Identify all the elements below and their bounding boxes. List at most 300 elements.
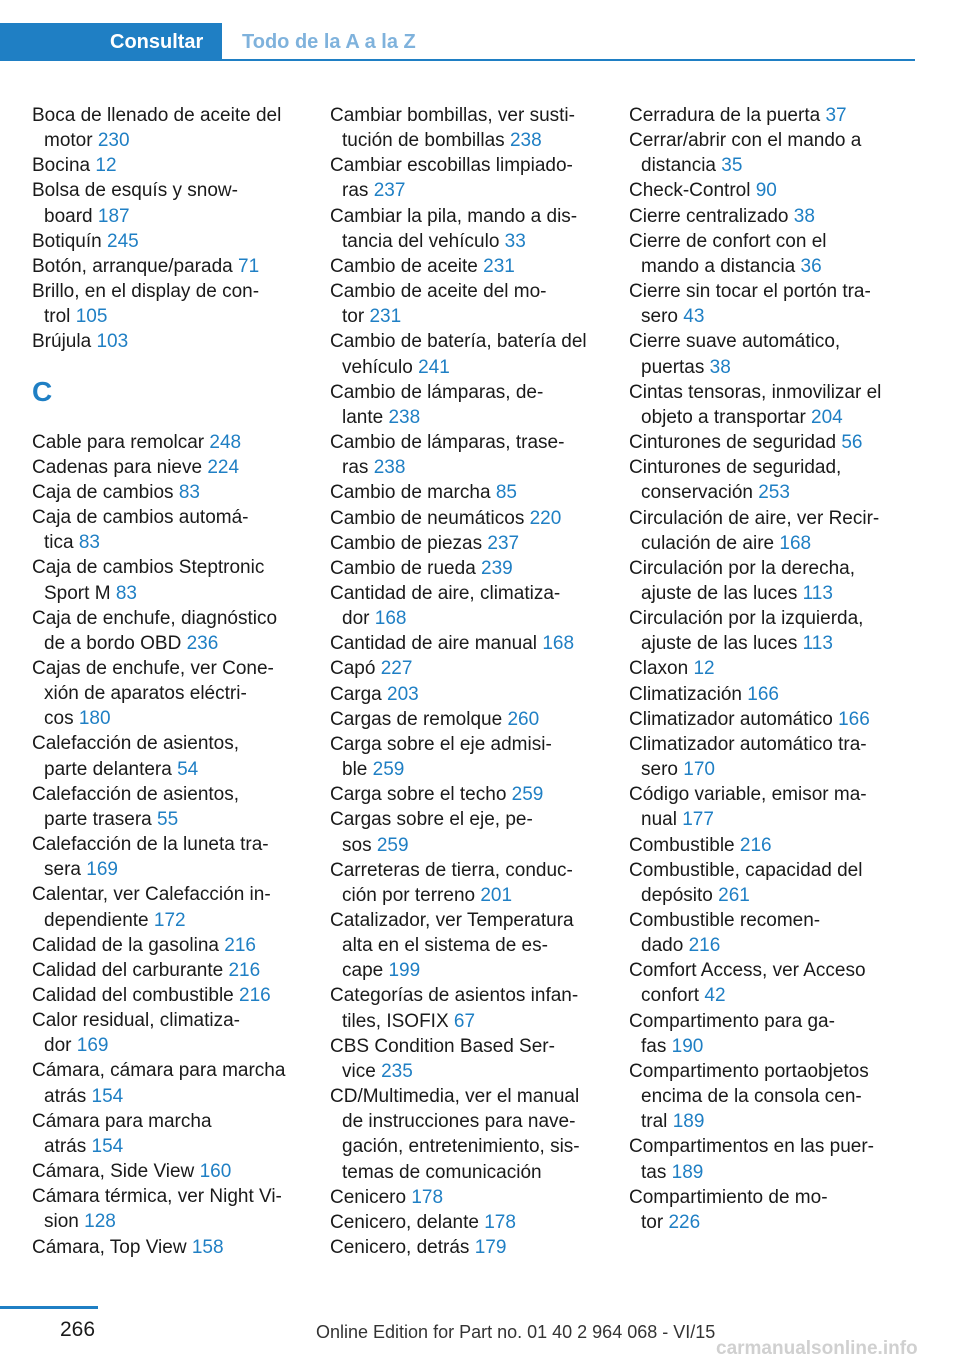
entry-text: Brillo, en el display de con- xyxy=(32,281,260,303)
entry-text: Comfort Access, ver Acceso xyxy=(629,960,866,982)
entry-text: tas xyxy=(641,1161,667,1183)
tab-a-to-z[interactable]: Todo de la A a la Z xyxy=(222,23,915,61)
entry-text: sera xyxy=(44,859,81,881)
entry-text: tancia del vehículo xyxy=(342,230,500,252)
entry-text: Combustible, capacidad del xyxy=(629,859,863,881)
page-link[interactable]: 85 xyxy=(495,482,517,504)
entry-text: parte trasera xyxy=(44,808,152,830)
entry-text: Cámara térmica, ver Night Vi- xyxy=(32,1186,282,1208)
index-entry xyxy=(32,430,302,455)
entry-text: Check-Control xyxy=(629,180,751,202)
page-link[interactable]: 259 xyxy=(372,759,405,781)
entry-text: Bocina xyxy=(32,155,91,177)
entry-text: Compartimiento de mo- xyxy=(629,1186,828,1208)
index-entry xyxy=(330,279,600,329)
entry-text: Botón, arranque/parada xyxy=(32,255,233,277)
entry-text: Código variable, emisor ma- xyxy=(629,784,867,806)
page-link[interactable]: 67 xyxy=(453,1010,476,1032)
entry-text: Cargas sobre el eje, pe- xyxy=(330,809,533,831)
entry-text: Cerradura de la puerta xyxy=(629,105,821,126)
index-entry xyxy=(629,606,899,656)
page-link[interactable]: 158 xyxy=(191,1236,224,1258)
entry-text: Climatización xyxy=(629,683,742,705)
entry-text: Cinturones de seguridad, xyxy=(629,457,842,479)
page-link[interactable]: 54 xyxy=(177,758,199,780)
page-link[interactable]: 220 xyxy=(529,507,562,529)
page-link[interactable]: 128 xyxy=(84,1211,116,1233)
index-entry xyxy=(629,908,899,958)
entry-text: culación de aire xyxy=(641,532,775,554)
entry-text: Caja de cambios xyxy=(32,481,174,503)
entry-text: Cámara para marcha xyxy=(32,1110,212,1132)
entry-text: Circulación por la izquierda, xyxy=(629,608,864,630)
page-link[interactable]: 203 xyxy=(387,683,419,705)
index-entry xyxy=(32,1184,302,1234)
entry-text: Climatizador automático xyxy=(629,708,833,730)
entry-text: ajuste de las luces xyxy=(641,633,798,655)
entry-text: Boca de llenado de aceite del xyxy=(32,105,282,126)
index-entry xyxy=(330,1210,600,1235)
page-link[interactable]: 238 xyxy=(373,457,406,479)
page-link[interactable]: 237 xyxy=(487,532,520,554)
entry-text: Cierre suave automático, xyxy=(629,331,841,353)
page-link[interactable]: 253 xyxy=(758,482,790,504)
page-link[interactable]: 259 xyxy=(376,834,409,856)
entry-text: mando a distancia xyxy=(641,255,796,277)
index-entry xyxy=(32,178,302,228)
entry-text: distancia xyxy=(641,155,716,177)
entry-text: sero xyxy=(641,759,678,781)
page-link[interactable]: 154 xyxy=(91,1135,124,1157)
entry-text: Cambio de lámparas, trase- xyxy=(330,432,565,454)
index-entry xyxy=(32,983,302,1008)
index-entry xyxy=(629,1134,899,1184)
page-link[interactable]: 37 xyxy=(825,105,847,126)
entry-text: Cenicero, delante xyxy=(330,1211,479,1233)
entry-text: Bolsa de esquís y snow- xyxy=(32,180,238,202)
page-link[interactable]: 236 xyxy=(186,632,219,654)
page-number: 266 xyxy=(60,1318,96,1341)
entry-text: Carreteras de tierra, conduc- xyxy=(330,859,573,881)
index-entry xyxy=(629,455,899,505)
index-entry xyxy=(330,430,600,480)
entry-text: board xyxy=(44,205,93,227)
entry-text: Compartimento para ga- xyxy=(629,1010,835,1032)
index-entry xyxy=(629,329,899,379)
index-entry xyxy=(32,103,302,153)
index-entry xyxy=(32,555,302,605)
entry-text: ción por terreno xyxy=(342,884,476,906)
entry-text: vehículo xyxy=(342,356,413,378)
page-link[interactable]: 71 xyxy=(238,255,260,277)
index-entry xyxy=(629,958,899,1008)
entry-text: Botiquín xyxy=(32,230,102,252)
page-link[interactable]: 216 xyxy=(239,985,271,1006)
page-link[interactable]: 38 xyxy=(709,356,731,378)
entry-text: Compartimentos en las puer- xyxy=(629,1136,874,1158)
page-link[interactable]: 168 xyxy=(542,633,575,655)
index-entry xyxy=(32,279,302,329)
index-entry xyxy=(629,128,899,178)
index-entry xyxy=(330,506,600,531)
entry-text: motor xyxy=(44,130,93,152)
index-entry xyxy=(32,782,302,832)
index-entry xyxy=(330,531,600,556)
page-link[interactable]: 55 xyxy=(157,808,179,830)
entry-text: de a bordo OBD xyxy=(44,632,182,654)
entry-text: cos xyxy=(44,708,74,730)
edition-note: Online Edition for Part no. 01 40 2 964 068 - VI/15 xyxy=(316,1322,716,1342)
entry-text: lante xyxy=(342,406,384,428)
index-entry xyxy=(330,707,600,732)
page-link[interactable]: 83 xyxy=(115,582,137,604)
index-entry xyxy=(330,1084,600,1185)
page-link[interactable]: 199 xyxy=(388,960,421,982)
page-link[interactable]: 190 xyxy=(671,1035,704,1057)
page-link[interactable]: 231 xyxy=(369,306,402,328)
index-entry xyxy=(330,581,600,631)
entry-text: Calidad de la gasolina xyxy=(32,934,219,956)
index-entry xyxy=(32,656,302,731)
entry-text: objeto a transportar xyxy=(641,406,806,428)
entry-text: Cambio de piezas xyxy=(330,532,483,554)
page-link[interactable]: 231 xyxy=(483,255,515,277)
index-entry xyxy=(32,254,302,279)
index-entry xyxy=(629,204,899,229)
page-link[interactable]: 166 xyxy=(838,708,870,730)
entry-text: Calidad del carburante xyxy=(32,959,224,981)
index-entry xyxy=(330,983,600,1033)
footer-rule xyxy=(0,1306,98,1309)
page-link[interactable]: 204 xyxy=(811,406,843,428)
index-entry xyxy=(629,656,899,681)
index-entry xyxy=(629,380,899,430)
index-entry xyxy=(32,329,302,354)
entry-text: Calefacción de asientos, xyxy=(32,733,240,755)
page-link[interactable]: 160 xyxy=(199,1161,232,1183)
page-link[interactable]: 238 xyxy=(509,130,542,152)
page-link[interactable]: 168 xyxy=(779,532,812,554)
entry-text: confort xyxy=(641,985,700,1007)
entry-text: tor xyxy=(342,306,365,328)
entry-text: fas xyxy=(641,1035,667,1057)
entry-text: Cámara, cámara para marcha xyxy=(32,1060,286,1082)
page-link[interactable]: 103 xyxy=(96,331,129,353)
page-link[interactable]: 226 xyxy=(668,1211,701,1233)
index-entry xyxy=(330,103,600,153)
page-link[interactable]: 224 xyxy=(207,456,240,478)
page-link[interactable]: 238 xyxy=(388,406,421,428)
page-link[interactable]: 56 xyxy=(841,432,863,454)
index-entry xyxy=(629,229,899,279)
entry-text: Cadenas para nieve xyxy=(32,456,203,478)
page-link[interactable]: 33 xyxy=(504,230,526,252)
page-link[interactable]: 169 xyxy=(76,1035,109,1057)
index-entry xyxy=(330,204,600,254)
entry-text: Calidad del combustible xyxy=(32,985,234,1006)
page-link[interactable]: 235 xyxy=(381,1060,413,1082)
tab-consultar[interactable]: Consultar xyxy=(0,23,222,61)
index-entry xyxy=(32,832,302,882)
entry-text: Categorías de asientos infan- xyxy=(330,985,579,1007)
page-link[interactable]: 245 xyxy=(107,230,139,252)
entry-text: Caja de cambios automá- xyxy=(32,507,249,529)
page-link[interactable]: 154 xyxy=(91,1085,124,1107)
entry-text: parte delantera xyxy=(44,758,172,780)
entry-text: cape xyxy=(342,960,384,982)
page-link[interactable]: 90 xyxy=(755,180,777,202)
index-entry xyxy=(330,380,600,430)
entry-text: Sport M xyxy=(44,582,111,604)
index-entry xyxy=(32,933,302,958)
entry-text: Climatizador automático tra- xyxy=(629,733,867,755)
index-column-3 xyxy=(629,103,899,1235)
entry-text: Claxon xyxy=(629,658,689,680)
index-entry xyxy=(629,178,899,203)
index-entry xyxy=(330,908,600,983)
entry-text: atrás xyxy=(44,1085,87,1107)
entry-text: puertas xyxy=(641,356,705,378)
entry-text: Cajas de enchufe, ver Cone- xyxy=(32,657,274,679)
page-link[interactable]: 113 xyxy=(802,582,833,604)
index-entry xyxy=(629,103,899,128)
entry-text: Circulación por la derecha, xyxy=(629,557,856,579)
entry-text: Caja de enchufe, diagnóstico xyxy=(32,607,278,629)
entry-text: Calentar, ver Calefacción in- xyxy=(32,884,271,906)
entry-text: ajuste de las luces xyxy=(641,582,798,604)
entry-text: conservación xyxy=(641,482,753,504)
entry-text: Cenicero, detrás xyxy=(330,1237,470,1259)
entry-text: tiles, ISOFIX xyxy=(342,1010,449,1032)
page-link[interactable]: 83 xyxy=(178,481,200,503)
entry-text: tución de bombillas xyxy=(342,130,505,152)
page-link[interactable]: 12 xyxy=(693,658,715,680)
entry-text: Cantidad de aire, climatiza- xyxy=(330,582,561,604)
entry-text: alta en el sistema de es- xyxy=(342,935,548,957)
index-entry xyxy=(330,1185,600,1210)
entry-text: Carga sobre el eje admisi- xyxy=(330,733,552,755)
entry-text: sion xyxy=(44,1211,79,1233)
entry-text: Cambiar la pila, mando a dis- xyxy=(330,205,578,227)
page-link[interactable]: 259 xyxy=(511,784,544,806)
page-link[interactable]: 83 xyxy=(78,532,100,554)
page-link[interactable]: 189 xyxy=(671,1161,704,1183)
index-entry xyxy=(629,1009,899,1059)
entry-text: CD/Multimedia, ver el manual xyxy=(330,1086,580,1108)
entry-text: Combustible recomen- xyxy=(629,910,821,931)
watermark: carmanualsonline.info xyxy=(716,1338,918,1359)
entry-text: nual xyxy=(641,809,677,831)
entry-text: Cierre centralizado xyxy=(629,205,789,227)
entry-text: dependiente xyxy=(44,909,149,931)
entry-text: dor xyxy=(44,1035,72,1057)
page-link[interactable]: 261 xyxy=(718,884,750,906)
entry-text: Cerrar/abrir con el mando a xyxy=(629,130,862,152)
page-link[interactable]: 172 xyxy=(153,909,186,931)
page-link[interactable]: 105 xyxy=(75,306,108,328)
entry-text: ras xyxy=(342,457,369,479)
index-entry xyxy=(629,732,899,782)
entry-text: Calefacción de la luneta tra- xyxy=(32,834,269,856)
page-link[interactable]: 241 xyxy=(418,356,450,378)
page-link[interactable]: 216 xyxy=(688,935,721,957)
index-entry xyxy=(629,506,899,556)
page-link[interactable]: 177 xyxy=(682,809,714,831)
index-entry xyxy=(32,1058,302,1108)
entry-text: CBS Condition Based Ser- xyxy=(330,1035,555,1057)
index-entry xyxy=(629,1059,899,1134)
entry-text: tica xyxy=(44,532,74,554)
page-link[interactable]: 113 xyxy=(802,633,833,655)
entry-text: Cable para remolcar xyxy=(32,431,205,453)
entry-text: vice xyxy=(342,1060,376,1082)
index-entry xyxy=(330,480,600,505)
index-entry xyxy=(629,279,899,329)
index-entry xyxy=(32,1159,302,1184)
entry-text: Carga xyxy=(330,683,382,705)
entry-text: de instrucciones para nave- xyxy=(342,1111,576,1133)
index-entry xyxy=(629,833,899,858)
page-link[interactable]: 179 xyxy=(474,1237,507,1259)
index-entry xyxy=(330,1034,600,1084)
entry-text: atrás xyxy=(44,1135,87,1157)
entry-text: Caja de cambios Steptronic xyxy=(32,557,265,579)
index-entry xyxy=(629,1185,899,1235)
entry-text: Cambiar escobillas limpiado- xyxy=(330,155,573,177)
entry-text: Cambio de lámparas, de- xyxy=(330,381,544,403)
index-entry xyxy=(32,480,302,505)
page-link[interactable]: 237 xyxy=(373,180,406,202)
entry-text: xión de aparatos eléctri- xyxy=(44,683,247,705)
entry-text: gación, entretenimiento, sis- xyxy=(342,1136,580,1158)
entry-text: tral xyxy=(641,1111,668,1133)
entry-text: Calefacción de asientos, xyxy=(32,783,240,805)
page-link[interactable]: 38 xyxy=(793,205,815,227)
index-entry xyxy=(330,556,600,581)
page-link[interactable]: 169 xyxy=(86,859,118,881)
entry-text: Cintas tensoras, inmovilizar el xyxy=(629,381,882,403)
index-entry xyxy=(330,631,600,656)
index-column-1 xyxy=(32,103,302,1260)
page-link[interactable]: 178 xyxy=(484,1211,516,1233)
index-entry xyxy=(330,682,600,707)
entry-text: Cenicero xyxy=(330,1186,407,1208)
entry-text: Cambio de marcha xyxy=(330,482,491,504)
index-entry xyxy=(330,656,600,681)
entry-text: Brújula xyxy=(32,331,92,353)
index-entry xyxy=(32,1235,302,1260)
page-link[interactable]: 260 xyxy=(507,708,540,730)
page-link[interactable]: 230 xyxy=(97,130,130,152)
page-link[interactable]: 189 xyxy=(672,1111,705,1133)
entry-text: Cambio de batería, batería del xyxy=(330,331,587,353)
entry-text: Cambio de aceite del mo- xyxy=(330,281,547,303)
page-link[interactable]: 187 xyxy=(97,205,130,227)
entry-text: ble xyxy=(342,759,368,781)
entry-text: Compartimento portaobjetos xyxy=(629,1060,869,1082)
entry-text: Cargas de remolque xyxy=(330,708,503,730)
page-link[interactable]: 170 xyxy=(683,759,715,781)
index-column-2 xyxy=(330,103,600,1260)
page-link[interactable]: 248 xyxy=(209,431,242,453)
entry-text: Cambiar bombillas, ver susti- xyxy=(330,105,575,126)
entry-text: tor xyxy=(641,1211,664,1233)
index-entry xyxy=(629,858,899,908)
index-entry xyxy=(330,807,600,857)
entry-text: depósito xyxy=(641,884,713,906)
entry-text: ras xyxy=(342,180,369,202)
index-entry xyxy=(330,732,600,782)
entry-text: Cambio de rueda xyxy=(330,557,476,579)
entry-text: trol xyxy=(44,306,71,328)
entry-text: Cierre sin tocar el portón tra- xyxy=(629,281,871,303)
page-link[interactable]: 42 xyxy=(704,985,726,1007)
index-entry xyxy=(330,782,600,807)
entry-text: Calor residual, climatiza- xyxy=(32,1010,241,1032)
page-link[interactable]: 35 xyxy=(721,155,743,177)
index-entry xyxy=(32,882,302,932)
index-entry xyxy=(32,958,302,983)
page-link[interactable]: 227 xyxy=(380,658,413,680)
index-entry xyxy=(330,329,600,379)
page-link[interactable]: 180 xyxy=(78,708,111,730)
index-entry xyxy=(330,153,600,203)
index-entry xyxy=(629,682,899,707)
entry-text: Capó xyxy=(330,658,376,680)
entry-text: Cámara, Side View xyxy=(32,1161,195,1183)
entry-text: temas de comunicación xyxy=(342,1161,542,1183)
entry-text: Cámara, Top View xyxy=(32,1236,187,1258)
entry-text: Cinturones de seguridad xyxy=(629,432,837,454)
page-link[interactable]: 239 xyxy=(481,557,513,579)
page-link[interactable]: 201 xyxy=(480,884,513,906)
entry-text: Cierre de confort con el xyxy=(629,230,827,252)
entry-text: Combustible xyxy=(629,834,735,856)
page-link[interactable]: 12 xyxy=(95,155,117,177)
page-link[interactable]: 178 xyxy=(411,1186,444,1208)
entry-text: dor xyxy=(342,608,370,630)
page-link[interactable]: 216 xyxy=(228,959,261,981)
entry-text: Circulación de aire, ver Recir- xyxy=(629,507,880,529)
page-link[interactable]: 36 xyxy=(800,255,822,277)
entry-text: Cantidad de aire manual xyxy=(330,633,538,655)
entry-text: sos xyxy=(342,834,372,856)
index-entry xyxy=(629,556,899,606)
header-tabs xyxy=(0,23,895,61)
entry-text: Carga sobre el techo xyxy=(330,784,507,806)
index-entry xyxy=(32,153,302,178)
entry-text: Catalizador, ver Temperatura xyxy=(330,910,574,931)
index-entry xyxy=(32,455,302,480)
page-link[interactable]: 168 xyxy=(374,608,407,630)
section-letter: C xyxy=(32,375,53,407)
entry-text: Cambio de neumáticos xyxy=(330,507,525,529)
entry-text: sero xyxy=(641,306,678,328)
index-entry xyxy=(32,1008,302,1058)
page-link[interactable]: 216 xyxy=(224,934,256,956)
index-entry xyxy=(330,858,600,908)
index-entry xyxy=(32,731,302,781)
index-entry xyxy=(32,505,302,555)
index-entry xyxy=(330,1235,600,1260)
index-entry xyxy=(629,782,899,832)
page-link[interactable]: 216 xyxy=(739,834,772,856)
page-link[interactable]: 166 xyxy=(747,683,779,705)
entry-text: encima de la consola cen- xyxy=(641,1086,862,1108)
page-link[interactable]: 43 xyxy=(683,306,705,328)
index-entry xyxy=(32,1109,302,1159)
index-entry xyxy=(32,606,302,656)
